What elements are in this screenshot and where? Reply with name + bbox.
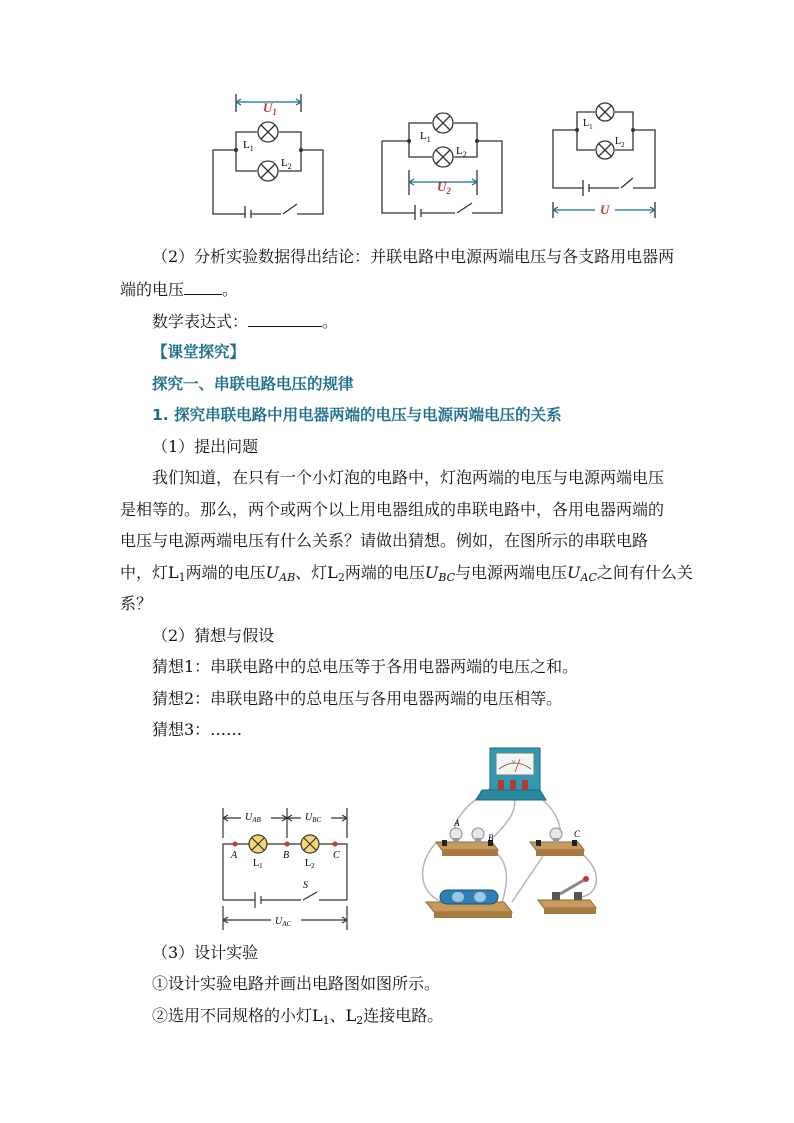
point-b-label: B <box>283 850 290 861</box>
voltage-subscript: 1 <box>272 107 277 117</box>
text-run: 两端的电压 <box>185 563 266 582</box>
lamp-label: L <box>253 858 260 869</box>
lamp-label: L <box>615 136 622 147</box>
question-2: （2）猜想与假设 <box>152 626 275 645</box>
lamp-label: L <box>305 858 312 869</box>
math-expression-label: 数学表达式： <box>152 312 249 331</box>
svg-text:L2 <box>305 858 315 870</box>
item-heading: 1. 探究串联电路中用电器两端的电压与电源两端电压的关系 <box>152 406 562 424</box>
voltage-label: U <box>305 812 313 823</box>
lamp-subscript: 1 <box>589 123 593 131</box>
voltage-label: U <box>600 202 610 217</box>
text-run: 、L <box>329 1006 357 1025</box>
text-run: 中，灯L <box>120 563 179 582</box>
apparatus-illustration <box>412 742 622 927</box>
question-3: （3）设计实验 <box>152 943 259 962</box>
svg-text:L1 <box>253 858 263 870</box>
voltage-subscript: AC <box>282 920 292 928</box>
text-run: ②选用不同规格的小灯L <box>152 1006 323 1025</box>
svg-text:L1 <box>583 118 593 131</box>
svg-text:L1 <box>243 139 254 153</box>
guess-2: 猜想2：串联电路中的总电压与各用电器两端的电压相等。 <box>152 689 563 708</box>
math-expression-line <box>152 310 712 333</box>
paragraph-line-4 <box>120 562 693 589</box>
text-run: 连接电路。 <box>363 1006 444 1025</box>
lamp-label: L <box>456 145 463 157</box>
answer-blank[interactable] <box>184 278 222 295</box>
voltage-label: U <box>437 179 447 194</box>
point-c-label: C <box>333 850 340 861</box>
voltage-symbol: U <box>567 563 581 582</box>
text-run: 之间有什么关 <box>596 563 693 582</box>
voltage-subscript: 2 <box>446 186 451 196</box>
voltage-label: U <box>263 100 273 115</box>
step-1: ①设计实验电路并画出电路图如图所示。 <box>152 974 441 993</box>
voltage-symbol: U <box>265 563 280 582</box>
lamp-label: L <box>420 130 427 142</box>
voltage-subscript: BC <box>312 816 322 824</box>
label-a: A <box>454 818 460 828</box>
subscript: AB <box>279 571 296 584</box>
lamp-subscript: 2 <box>311 862 315 870</box>
meter-unit-label: V <box>512 761 516 766</box>
lamp-subscript: 2 <box>621 141 625 149</box>
lamp-subscript: 2 <box>287 162 292 171</box>
conclusion-line-2 <box>120 278 680 301</box>
svg-text:L2 <box>281 157 292 171</box>
lamp-subscript: 2 <box>462 150 467 159</box>
explore-heading: 探究一、串联电路电压的规律 <box>152 375 354 393</box>
subscript: 2 <box>356 1014 364 1027</box>
question-1: （1）提出问题 <box>152 437 259 456</box>
parallel-circuit-figure-2 <box>377 105 507 220</box>
guess-1: 猜想1：串联电路中的总电压等于各用电器两端的电压之和。 <box>152 657 579 676</box>
lamp-label: L <box>243 139 250 151</box>
point-a-label: A <box>231 850 238 861</box>
text-run: 与电源两端电压 <box>455 563 568 582</box>
subscript: 2 <box>337 571 345 584</box>
expression-blank[interactable] <box>248 310 322 327</box>
paragraph-line-1: 我们知道，在只有一个小灯泡的电路中，灯泡两端的电压与电源两端电压 <box>152 468 665 487</box>
guess-3: 猜想3：…… <box>152 720 243 739</box>
subscript: 1 <box>322 1014 330 1027</box>
subscript: 1 <box>178 571 186 584</box>
parallel-circuit-figure-1 <box>205 92 331 218</box>
label-b: B <box>488 833 494 843</box>
paragraph-line-3: 电压与电源两端电压有什么关系？请做出猜想。例如，在图所示的串联电路 <box>120 531 649 550</box>
lamp-subscript: 1 <box>426 135 431 144</box>
svg-text:L2 <box>615 136 625 149</box>
paragraph-line-2: 是相等的。那么，两个或两个以上用电器组成的串联电路中，各用电器两端的 <box>120 500 665 519</box>
period: 。 <box>222 280 239 299</box>
svg-text:L2 <box>456 145 467 159</box>
switch-label: S <box>303 880 308 891</box>
section-tag: 【课堂探究】 <box>152 343 246 361</box>
paragraph-line-5: 系？ <box>120 594 153 613</box>
voltage-symbol: U <box>424 563 439 582</box>
voltage-label: U <box>245 812 253 823</box>
lamp-label: L <box>281 157 288 169</box>
svg-text:L1 <box>420 130 431 144</box>
lamp-subscript: 1 <box>249 144 254 153</box>
text-run: 两端的电压 <box>344 563 425 582</box>
lamp-label: L <box>583 118 590 129</box>
voltage-label: U <box>275 916 283 927</box>
parallel-circuit-figure-3 <box>545 98 665 224</box>
period: 。 <box>322 312 339 331</box>
subscript: BC <box>438 571 456 584</box>
label-c: C <box>574 829 581 839</box>
voltage-subscript: AB <box>252 816 261 824</box>
conclusion-line-1: （2）分析实验数据得出结论：并联电路中电源两端电压与各支路用电器两 <box>152 247 675 266</box>
text-run: 、灯L <box>295 563 338 582</box>
conclusion-text: 端的电压 <box>120 280 185 299</box>
subscript: AC <box>580 571 597 584</box>
lamp-subscript: 1 <box>259 862 263 870</box>
series-circuit-diagram <box>215 800 365 935</box>
step-2 <box>152 1005 712 1032</box>
